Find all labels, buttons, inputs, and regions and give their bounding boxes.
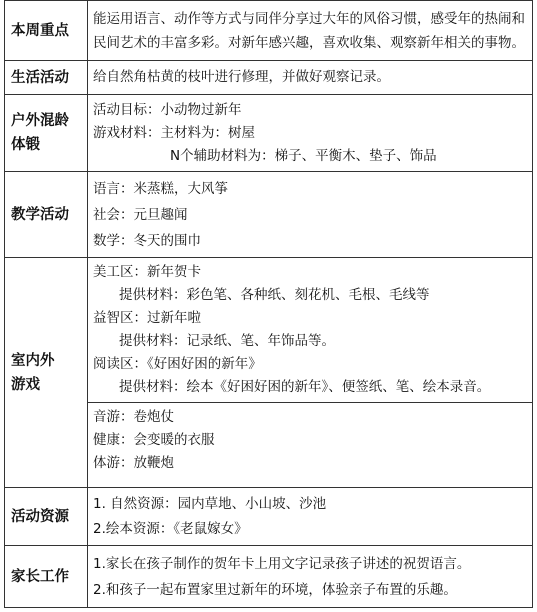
cell-teaching [88,172,533,258]
row-label-outdoor [5,95,88,172]
indoor-label-line1: 室内外 [11,352,55,369]
row-label-focus: 本周重点 [5,1,88,61]
table-row [5,488,533,546]
outdoor-aux-material: N个辅助材料为：梯子、平衡木、垫子、饰品 [170,147,437,164]
row-label-life: 生活活动 [5,61,88,95]
table-row [5,61,533,95]
cell-life [88,61,533,95]
table-row [5,1,533,61]
weekly-plan-table [4,0,533,608]
puzzle-area: 益智区：过新年啦 [93,310,201,326]
music-game: 音游：卷炮仗 [93,409,174,425]
row-label-resources: 活动资源 [5,488,88,546]
outdoor-goal: 活动目标：小动物过新年 [93,101,242,118]
teaching-item: 数学：冬天的围巾 [93,232,201,249]
table-row [5,95,533,172]
table-row [5,546,533,608]
weekly-plan-sheet [4,0,533,608]
cell-outdoor [88,95,533,172]
outdoor-label-line1: 户外混龄 [11,113,69,129]
row-label-parents: 家长工作 [5,546,88,608]
cell-indoor [88,258,533,488]
row-label-indoor [5,258,88,488]
reading-materials: 提供材料：绘本《好困好困的新年》、便签纸、笔、绘本录音。 [119,379,491,395]
resource-item: 2.绘本资源：《老鼠嫁女》 [93,520,248,537]
art-materials: 提供材料：彩色笔、各种纸、刻花机、毛根、毛线等 [119,287,430,303]
cell-resources [88,488,533,546]
cell-parents [88,546,533,608]
outdoor-label-line2: 体锻 [11,137,40,153]
cell-focus [88,1,533,61]
art-area: 美工区：新年贺卡 [93,264,201,280]
indoor-label-line2: 游戏 [11,376,40,393]
parent-item: 2.和孩子一起布置家里过新年的环境，体验亲子布置的乐趣。 [93,581,457,598]
outdoor-material: 游戏材料：主材料为：树屋 [93,124,255,141]
sports-game: 体游：放鞭炮 [93,455,174,471]
table-row [5,172,533,258]
teaching-item: 语言：米蒸糕，大风筝 [93,180,228,197]
puzzle-materials: 提供材料：记录纸、笔、年饰品等。 [119,333,335,349]
parent-item: 1.家长在孩子制作的贺年卡上用文字记录孩子讲述的祝贺语言。 [93,555,471,572]
health-activity: 健康：会变暖的衣服 [93,432,215,448]
focus-text: 能运用语言、动作等方式与同伴分享过大年的风俗习惯，感受年的热闹和民间艺术的丰富多彩。对新年感兴趣，喜欢收集、观察新年相关的事物。 [93,10,525,51]
teaching-item: 社会：元旦趣闻 [93,206,188,223]
games-subcell [88,402,532,478]
life-text: 给自然角枯黄的枝叶进行修理，并做好观察记录。 [93,69,390,85]
table-row [5,258,533,488]
resource-item: 1. 自然资源：园内草地、小山坡、沙池 [93,495,327,512]
reading-area: 阅读区：《好困好困的新年》 [93,356,262,372]
row-label-teaching: 教学活动 [5,172,88,258]
